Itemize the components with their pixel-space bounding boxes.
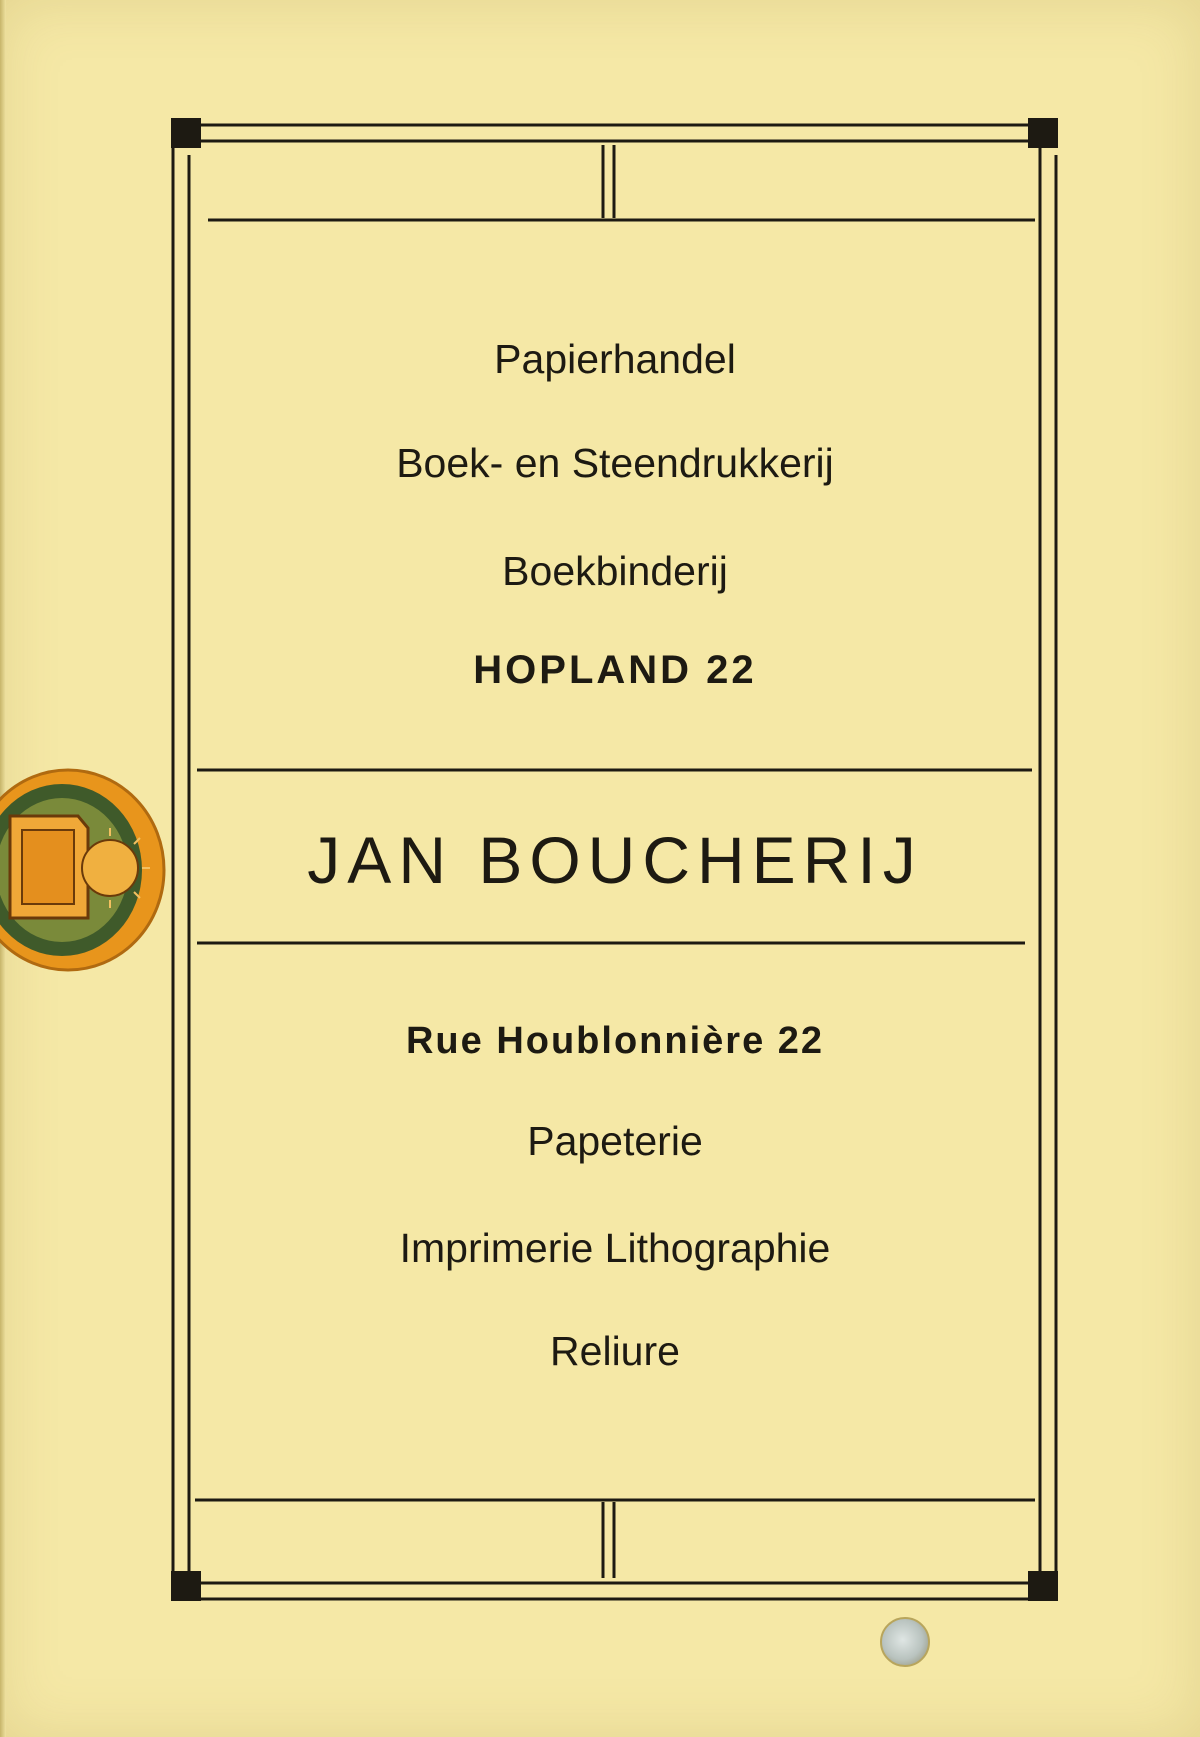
boekbinderij-line: Boekbinderij xyxy=(502,548,728,594)
imprimerie-line: Imprimerie Lithographie xyxy=(399,1225,831,1271)
papeterie-line: Papeterie xyxy=(527,1118,703,1164)
papierhandel-line: Papierhandel xyxy=(494,336,736,382)
steendrukkerij-line: Boek- en Steendrukkerij xyxy=(396,440,834,486)
punch-hole-icon xyxy=(880,1617,930,1667)
french-address: Rue Houblonnière 22 xyxy=(405,1020,825,1062)
business-name: JAN BOUCHERIJ xyxy=(307,823,923,897)
seal-sticker-icon xyxy=(0,768,170,972)
reliure-line: Reliure xyxy=(550,1328,680,1374)
hopland-address: HOPLAND 22 xyxy=(473,648,757,692)
